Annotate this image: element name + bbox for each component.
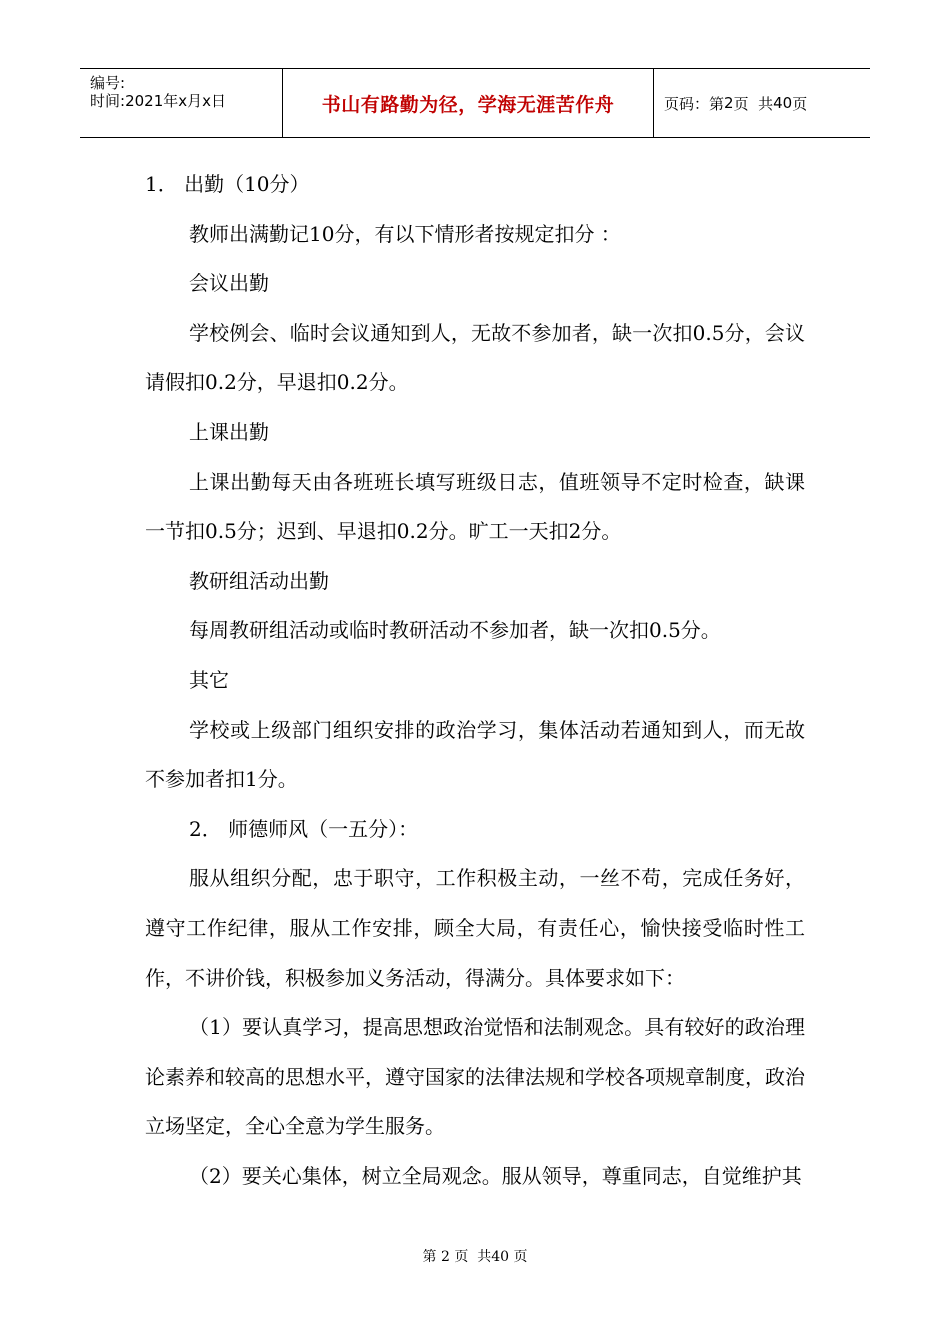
page-footer: [0, 1246, 950, 1266]
section-heading-ethics: 2． 师德师风（一五分）：: [189, 816, 419, 841]
paragraph: 学校或上级部门组织安排的政治学习，集体活动若通知到人，而无故不参加者扣1分。: [145, 717, 805, 792]
page-label: 页码：第: [664, 94, 725, 113]
header-meta: [80, 69, 283, 137]
paragraph: 教师出满勤记10分，有以下情形者按规定扣分 ：: [189, 221, 621, 246]
subheading-meeting: 会议出勤: [189, 271, 269, 296]
page-current: 2: [724, 94, 734, 112]
page-total: 40: [773, 94, 793, 112]
subheading-class: 上课出勤: [189, 419, 269, 444]
number-label: 编号:: [90, 74, 126, 92]
footer-current: 2: [440, 1249, 450, 1265]
page-suffix: 页: [792, 94, 808, 113]
paragraph: 上课出勤每天由各班班长填写班级日志，值班领导不定时检查，缺课一节扣0.5分；迟到、早退扣0.2分。旷工一天扣2分。: [145, 469, 805, 544]
paragraph: 每周教研组活动或临时教研活动不参加者，缺一次扣0.5分。: [189, 618, 721, 643]
section-heading-attendance: 1． 出勤（10分）: [145, 172, 310, 196]
date-value: 2021年x月x日: [125, 92, 226, 110]
footer-mid: 页 共: [454, 1249, 492, 1265]
time-line: [90, 92, 226, 111]
footer-prefix: 第: [422, 1249, 437, 1265]
document-body: [145, 160, 805, 1201]
page-header: [80, 68, 870, 138]
footer-total: 40: [491, 1249, 510, 1265]
page-mid: 页 共: [733, 94, 774, 113]
paragraph: 服从组织分配，忠于职守，工作积极主动，一丝不苟，完成任务好，遵守工作纪律，服从工作安排，顾全大局，有责任心，愉快接受临时性工作，不讲价钱，积极参加义务活动，得满分。具体要求如下：: [145, 866, 805, 990]
subheading-other: 其它: [189, 667, 229, 692]
footer-suffix: 页: [513, 1249, 528, 1265]
paragraph: （2）要关心集体，树立全局观念。服从领导，尊重同志，自觉维护其: [189, 1163, 802, 1188]
time-label: 时间:: [90, 92, 126, 110]
paragraph: （1）要认真学习，提高思想政治觉悟和法制观念。具有较好的政治理论素养和较高的思想水平，遵守国家的法律法规和学校各项规章制度，政治立场坚定，全心全意为学生服务。: [145, 1015, 805, 1139]
header-motto: 书山有路勤为径，学海无涯苦作舟: [283, 69, 654, 137]
header-page-info: [654, 69, 870, 137]
paragraph: 学校例会、临时会议通知到人，无故不参加者，缺一次扣0.5分，会议请假扣0.2分，早退扣0.2分。: [145, 320, 805, 395]
subheading-research-group: 教研组活动出勤: [189, 568, 329, 593]
